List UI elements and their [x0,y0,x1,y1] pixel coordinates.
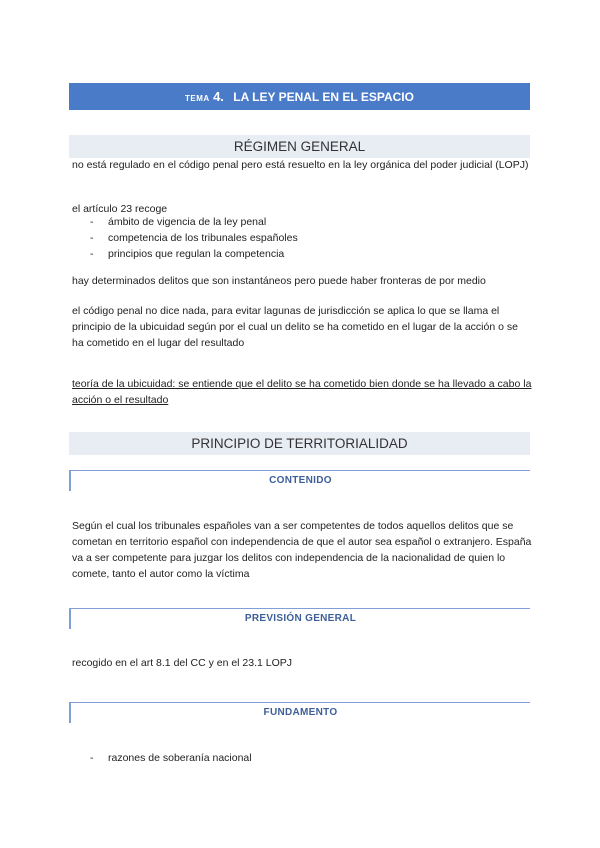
subheading-fundamento: FUNDAMENTO [69,702,530,723]
list-item: - razones de soberanía nacional [88,750,518,766]
paragraph-ubicuidad: el código penal no dice nada, para evitar lagunas de jurisdicción se aplica lo que se llama el principio de la ubicuidad según por el cual un delito se ha cometido en el lugar de la acción o se ha cometido en el lugar del resultado [72,305,518,349]
paragraph-contenido: Según el cual los tribunales españoles van a ser competentes de todos aquellos delitos que se cometan en territorio español con independencia de que el autor sea español o extranjero. España va a ser competente para juzgar los delitos con independencia de la nacionalidad de quien lo comete, tanto el autor como la víctima [72,520,532,580]
chapter-title-text: LA LEY PENAL EN EL ESPACIO [233,90,414,104]
list-item: - principios que regulan la competencia [88,246,518,262]
subheading-prevision-general: PREVISIÓN GENERAL [69,608,530,629]
paragraph-articulo-23: el artículo 23 recoge [72,203,168,215]
fundamento-list [88,750,518,766]
list-item: - competencia de los tribunales españoles [88,230,518,246]
tema-number: 4. [213,89,224,104]
paragraph-lopj: no está regulado en el código penal pero está resuelto en la ley orgánica del poder judicial (LOPJ) [72,159,529,171]
section-heading-regimen: RÉGIMEN GENERAL [69,135,530,158]
subheading-contenido: CONTENIDO [69,470,530,491]
list-item: - ámbito de vigencia de la ley penal [88,214,518,230]
chapter-title [69,83,530,110]
paragraph-delitos-instantaneos: hay determinados delitos que son instantáneos pero puede haber fronteras de por medio [72,275,486,287]
articulo-23-list [88,214,518,262]
section-heading-territorialidad: PRINCIPIO DE TERRITORIALIDAD [69,432,530,455]
tema-label: TEMA [185,94,210,103]
paragraph-prevision: recogido en el art 8.1 del CC y en el 23.1 LOPJ [72,657,293,669]
paragraph-teoria-ubicuidad: teoría de la ubicuidad: se entiende que el delito se ha cometido bien donde se ha llevado a cabo la acción o el resultado [72,378,532,406]
